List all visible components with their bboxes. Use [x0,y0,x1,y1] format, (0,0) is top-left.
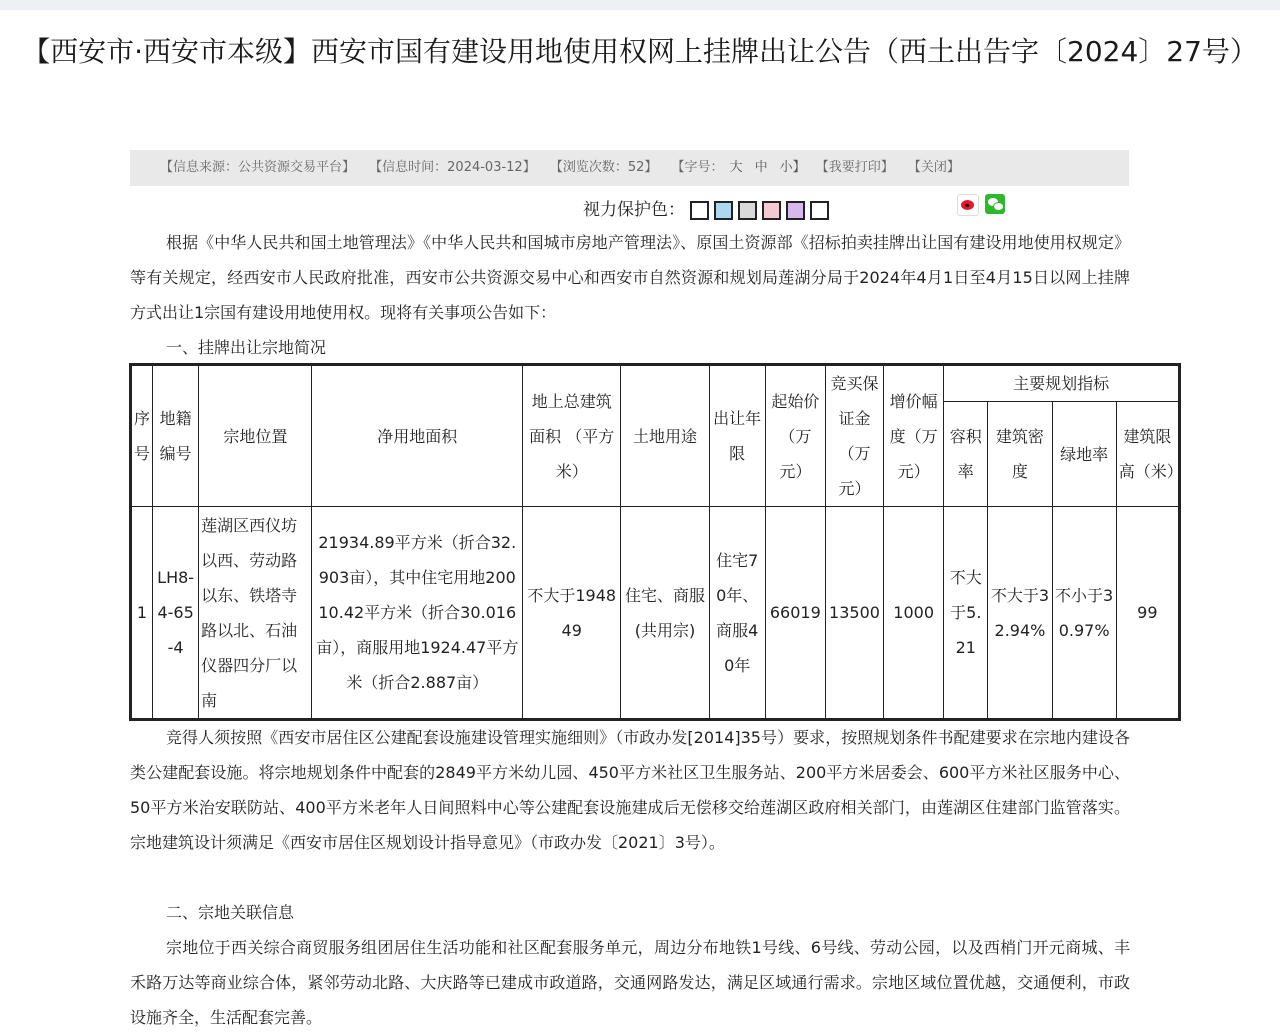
intro-paragraph: 根据《中华人民共和国土地管理法》《中华人民共和国城市房地产管理法》、原国土资源部《招标拍卖挂牌出让国有建设用地使用权规定》等有关规定，经西安市人民政府批准，西安市公共资源交易中心和西安市自然资源和规划局莲湖分局于2024年4月1日至4月15日以网上挂牌方式出让1宗国有建设用地使用权。现将有关事项公告如下： [130,233,1130,322]
font-size-large-link[interactable]: 大 [729,160,743,175]
color-swatch-blue[interactable] [714,201,733,220]
cell-net-area: 21934.89平方米（折合32.903亩），其中住宅用地20010.42平方米（折合30.016亩），商服用地1924.47平方米（折合2.887亩） [312,507,523,719]
weibo-share-icon[interactable] [957,194,979,216]
font-size-small-link[interactable]: 小】 [779,160,806,175]
related-info-paragraph: 宗地位于西关综合商贸服务组团居住生活功能和社区配套服务单元，周边分布地铁1号线、6号线、劳动公园，以及西梢门开元商城、丰禾路万达等商业综合体，紧邻劳动北路、大庆路等已建成市政道路，交通网路发达，满足区域通行需求。宗地区域位置优越，交通便利，市政设施齐全，生活配套完善。 [130,938,1130,1027]
cell-green: 不小于30.97% [1052,507,1116,719]
header-net-area: 净用地面积 [312,366,523,507]
table-row [132,507,1179,719]
color-swatch-purple[interactable] [786,201,805,220]
eye-protection-label: 视力保护色： [583,200,685,220]
cell-increment: 1000 [884,507,944,719]
color-swatch-pink[interactable] [762,201,781,220]
header-start-price: 起始价（万元） [765,366,825,507]
land-parcel-table [131,365,1183,719]
article-page [0,10,1280,1035]
close-link[interactable]: 【关闭】 [907,160,960,175]
cell-far: 不大于5.21 [944,507,988,719]
cell-start-price: 66019 [765,507,825,719]
print-link[interactable]: 【我要打印】 [815,160,894,175]
header-code: 地籍编号 [153,366,199,507]
cell-use: 住宅、商服(共用宗) [621,507,709,719]
article-title: 【西安市·西安市本级】西安市国有建设用地使用权网上挂牌出让公告（西土出告字〔2024〕27号） [22,35,1258,68]
section-heading-2: 二、宗地关联信息 [166,903,295,922]
header-term: 出让年限 [709,366,765,507]
font-size-medium-link[interactable]: 中 [754,160,768,175]
info-bar [130,150,1129,186]
cell-deposit: 13500 [825,507,883,719]
section-heading-1: 一、挂牌出让宗地简况 [166,338,327,357]
header-height: 建筑限高（米） [1116,402,1178,507]
cell-location: 莲湖区西仪坊以西、劳动路以东、铁塔寺路以北、石油仪器四分厂以南 [199,507,312,719]
header-density: 建筑密度 [988,402,1052,507]
header-far: 容积率 [944,402,988,507]
info-source: 【信息来源：公共资源交易平台】 [160,160,356,175]
header-total-floor: 地上总建筑面积 （平方米） [523,366,621,507]
header-seq: 序号 [132,366,153,507]
cell-seq: 1 [132,507,153,719]
cell-height: 99 [1116,507,1178,719]
color-swatch-white[interactable] [690,201,709,220]
header-use: 土地用途 [621,366,709,507]
header-green: 绿地率 [1052,402,1116,507]
wechat-share-icon[interactable] [985,194,1005,214]
header-location: 宗地位置 [199,366,312,507]
header-deposit: 竞买保证金（万元） [825,366,883,507]
header-increment: 增价幅度（万元） [884,366,944,507]
cell-total-floor: 不大于194849 [523,507,621,719]
requirements-paragraph: 竞得人须按照《西安市居住区公建配套设施建设管理实施细则》（市政办发[2014]35号）要求，按照规划条件书配建要求在宗地内建设各类公建配套设施。将宗地规划条件中配套的2849平方米幼儿园、450平方米社区卫生服务站、200平方米居委会、600平方米社区服务中心、50平方米治安联防站、400平方米老年人日间照料中心等公建配套设施建成后无偿移交给莲湖区政府相关部门，由莲湖区住建部门监管落实。宗地建筑设计须满足《西安市居住区规划设计指导意见》（市政办发〔2021〕3号）。 [130,728,1130,852]
eye-protection-bar [583,197,829,223]
cell-term: 住宅70年、商服40年 [709,507,765,719]
header-planning: 主要规划指标 [944,366,1179,402]
info-time: 【信息时间：2024-03-12】 [369,160,536,175]
cell-density: 不大于32.94% [988,507,1052,719]
cell-code: LH8-4-65-4 [153,507,199,719]
info-views: 【浏览次数：52】 [549,160,658,175]
color-swatch-gray[interactable] [738,201,757,220]
color-swatch-white-2[interactable] [810,201,829,220]
font-size-label: 【字号： [671,160,724,175]
